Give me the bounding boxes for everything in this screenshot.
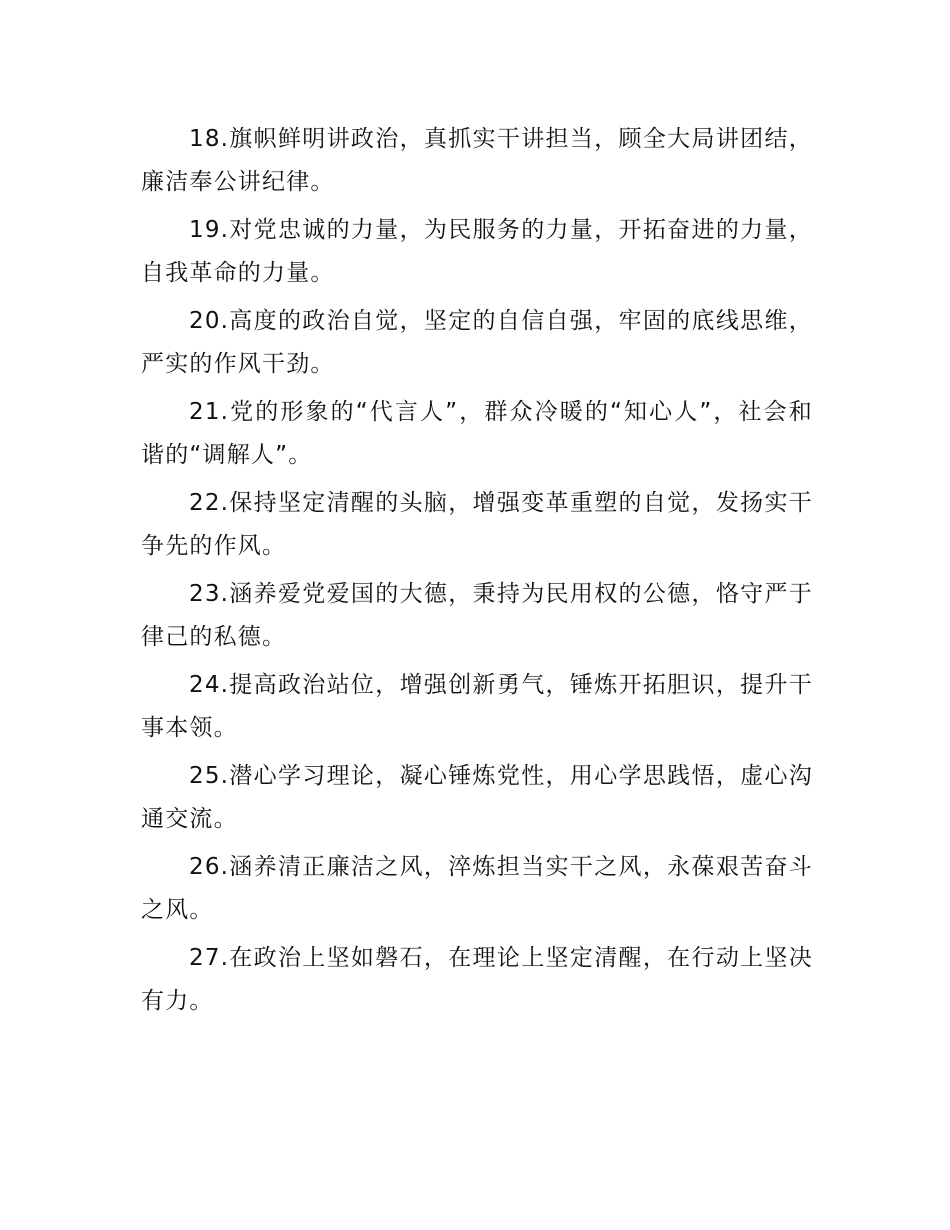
paragraph-20: 20.高度的政治自觉，坚定的自信自强，牢固的底线思维，严实的作风干劲。 (141, 308, 813, 377)
paragraph-24: 24.提高政治站位，增强创新勇气，锤炼开拓胆识，提升干事本领。 (141, 672, 813, 741)
paragraph-25: 25.潜心学习理论，凝心锤炼党性，用心学思践悟，虚心沟通交流。 (141, 763, 813, 832)
paragraph-26: 26.涵养清正廉洁之风，淬炼担当实干之风，永葆艰苦奋斗之风。 (141, 854, 813, 923)
paragraph-21: 21.党的形象的“代言人”，群众冷暖的“知心人”，社会和谐的“调解人”。 (141, 399, 813, 468)
paragraph-19: 19.对党忠诚的力量，为民服务的力量，开拓奋进的力量，自我革命的力量。 (141, 217, 813, 286)
document-body (141, 118, 813, 1028)
paragraph-23: 23.涵养爱党爱国的大德，秉持为民用权的公德，恪守严于律己的私德。 (141, 581, 813, 650)
paragraph-22: 22.保持坚定清醒的头脑，增强变革重塑的自觉，发扬实干争先的作风。 (141, 490, 813, 559)
paragraph-18: 18.旗帜鲜明讲政治，真抓实干讲担当，顾全大局讲团结，廉洁奉公讲纪律。 (141, 126, 813, 195)
paragraph-27: 27.在政治上坚如磐石，在理论上坚定清醒，在行动上坚决有力。 (141, 945, 813, 1014)
